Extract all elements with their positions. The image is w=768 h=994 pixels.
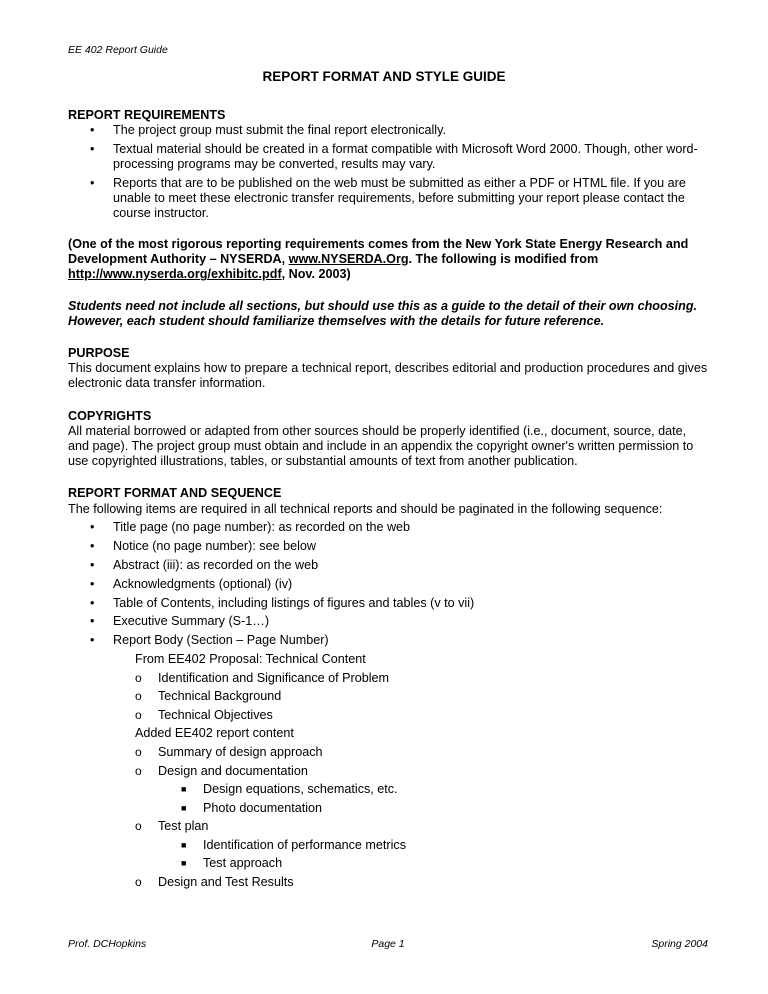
exhibit-pdf-link[interactable]: http://www.nyserda.org/exhibitc.pdf — [68, 267, 282, 282]
report-body-outline — [68, 652, 708, 890]
footer-term: Spring 2004 — [651, 938, 708, 950]
bullet-icon: • — [90, 539, 95, 554]
outline-subitem: ■ Identification of performance metrics — [181, 837, 406, 852]
bullet-icon: • — [90, 576, 95, 591]
source-note: (One of the most rigorous reporting requirements comes from the New York State Energy Research and Development Authority – NYSERDA, www.NYSERDA.Org. The following is modified from http://www.nyserda.org/exhibitc.pdf, Nov. 2003) — [68, 236, 689, 282]
square-bullet-icon: ■ — [181, 858, 187, 869]
copyrights-text: All material borrowed or adapted from other sources should be properly identified (i.e., document, source, date, and page). The project group must obtain and include in an appendix the copyright owner's written permission to use copyrighted illustrations, tables, or substantial amounts of text from another publication. — [68, 423, 694, 469]
outline-subitem: ■ Design equations, schematics, etc. — [181, 782, 398, 797]
outline-item: o Design and documentation — [135, 763, 308, 778]
list-item: • Reports that are to be published on the web must be submitted as either a PDF or HTML file. If you are unable to meet these electronic transfer requirements, before submitting your report please contact the course instructor. — [90, 175, 686, 221]
sequence-intro: The following items are required in all technical reports and should be paginated in the following sequence: — [68, 501, 663, 516]
list-item: • Notice (no page number): see below — [90, 539, 317, 554]
copyrights-heading: COPYRIGHTS — [68, 408, 152, 423]
requirements-heading: REPORT REQUIREMENTS — [68, 108, 226, 122]
list-item: • Table of Contents, including listings of figures and tables (v to vii) — [90, 595, 475, 610]
circle-bullet-icon: o — [135, 689, 142, 704]
outline-item: o Summary of design approach — [135, 744, 323, 759]
sequence-section — [68, 486, 708, 890]
requirements-list — [68, 123, 708, 221]
document-body — [68, 108, 708, 894]
bullet-icon: • — [90, 633, 95, 648]
circle-bullet-icon: o — [135, 763, 142, 778]
bullet-icon: • — [90, 141, 95, 156]
circle-bullet-icon: o — [135, 744, 142, 759]
bullet-icon: • — [90, 614, 95, 629]
list-item: • The project group must submit the final report electronically. — [90, 123, 446, 138]
bullet-icon: • — [90, 175, 95, 190]
purpose-section — [68, 346, 708, 392]
list-item: • Title page (no page number): as recorded on the web — [90, 520, 411, 535]
outline-item: o Identification and Significance of Problem — [135, 670, 390, 685]
nyserda-link[interactable]: www.NYSERDA.Org — [288, 252, 409, 267]
square-bullet-icon: ■ — [181, 839, 187, 850]
student-note: Students need not include all sections, but should use this as a guide to the detail of their own choosing. However, each student should familiarize themselves with the details for future reference. — [68, 298, 698, 328]
outline-subitem: ■ Photo documentation — [181, 800, 323, 815]
requirements-section — [68, 108, 708, 221]
circle-bullet-icon: o — [135, 707, 142, 722]
list-item: • Acknowledgments (optional) (iv) — [90, 576, 293, 591]
list-item: • Executive Summary (S-1…) — [90, 614, 270, 629]
page-title: REPORT FORMAT AND STYLE GUIDE — [262, 69, 506, 84]
outline-item: o Technical Background — [135, 689, 282, 704]
outline-group-heading: From EE402 Proposal: Technical Content — [135, 651, 366, 666]
outline-item: o Technical Objectives — [135, 707, 273, 722]
purpose-text: This document explains how to prepare a technical report, describes editorial and production procedures and gives electronic data transfer information. — [68, 361, 708, 391]
list-item: • Report Body (Section – Page Number) — [90, 633, 329, 648]
bullet-icon: • — [90, 557, 95, 572]
footer-author: Prof. DCHopkins — [68, 938, 147, 950]
circle-bullet-icon: o — [135, 819, 142, 834]
circle-bullet-icon: o — [135, 670, 142, 685]
outline-item: o Design and Test Results — [135, 875, 294, 890]
sequence-list — [68, 520, 708, 648]
bullet-icon: • — [90, 595, 95, 610]
running-header: EE 402 Report Guide — [68, 44, 168, 56]
sequence-heading: REPORT FORMAT AND SEQUENCE — [68, 486, 282, 501]
outline-subitem: ■ Test approach — [181, 856, 283, 871]
bullet-icon: • — [90, 520, 95, 535]
square-bullet-icon: ■ — [181, 802, 187, 813]
square-bullet-icon: ■ — [181, 784, 187, 795]
outline-item: o Test plan — [135, 819, 209, 834]
purpose-heading: PURPOSE — [68, 345, 130, 360]
circle-bullet-icon: o — [135, 875, 142, 890]
bullet-icon: • — [90, 123, 95, 138]
list-item: • Textual material should be created in a format compatible with Microsoft Word 2000. Though, other word-processing programs may be converted, results may vary. — [90, 141, 698, 172]
copyrights-section — [68, 409, 708, 470]
outline-group-heading: Added EE402 report content — [135, 726, 294, 741]
list-item: • Abstract (iii): as recorded on the web — [90, 557, 319, 572]
footer-page-number: Page 1 — [371, 938, 405, 950]
